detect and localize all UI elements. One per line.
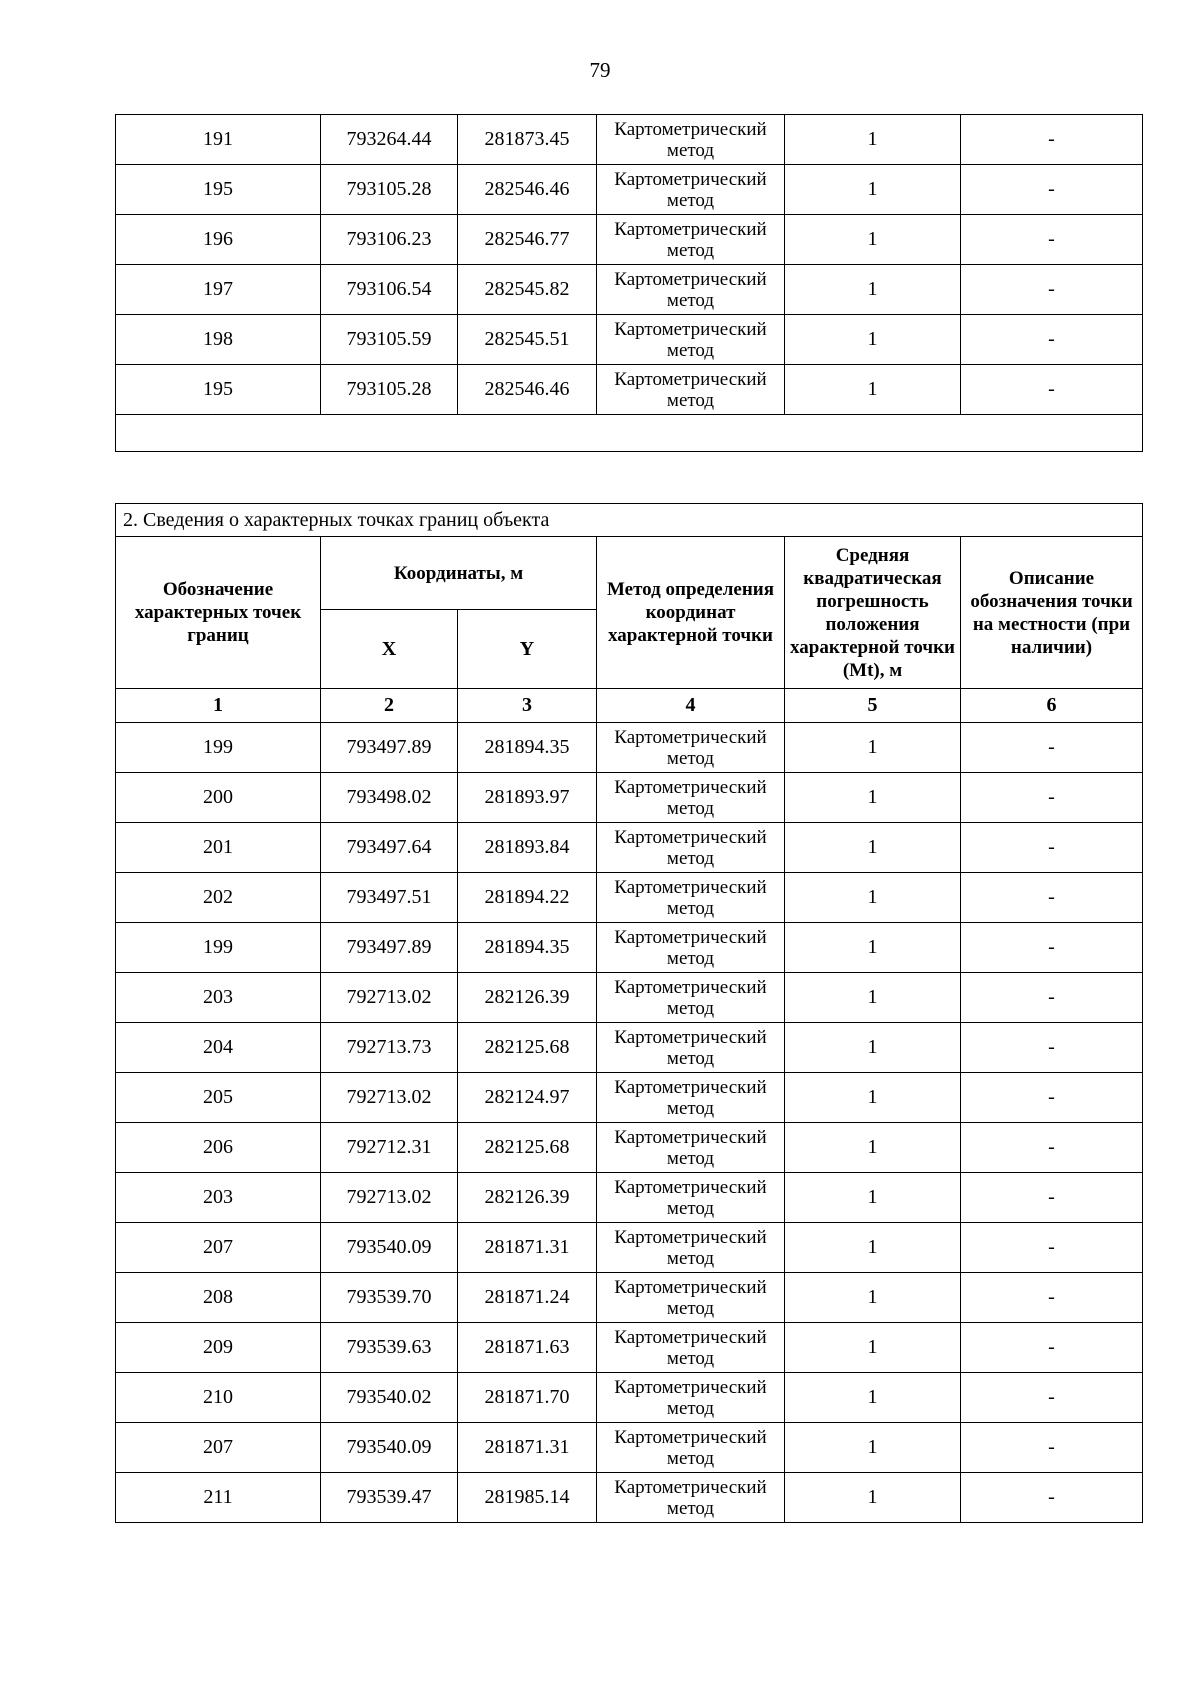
method-cell: Картометрический метод [597, 1173, 785, 1223]
point-cell: 191 [116, 115, 321, 165]
header-desc: Описание обозначения точки на местности (при наличии) [961, 537, 1143, 689]
point-cell: 207 [116, 1423, 321, 1473]
point-cell: 197 [116, 265, 321, 315]
point-cell: 207 [116, 1223, 321, 1273]
table-row [116, 1073, 1143, 1123]
point-cell: 195 [116, 365, 321, 415]
y-coordinate-cell: 282546.46 [458, 365, 597, 415]
y-coordinate-cell: 281894.35 [458, 723, 597, 773]
header-coords: Координаты, м [321, 537, 597, 610]
point-cell: 203 [116, 973, 321, 1023]
y-coordinate-cell: 282545.51 [458, 315, 597, 365]
description-cell: - [961, 973, 1143, 1023]
x-coordinate-cell: 793105.59 [321, 315, 458, 365]
x-coordinate-cell: 793540.02 [321, 1373, 458, 1423]
y-coordinate-cell: 282125.68 [458, 1123, 597, 1173]
mt-cell: 1 [785, 1123, 961, 1173]
table-row [116, 973, 1143, 1023]
table2-body [116, 504, 1143, 1523]
table1-body [116, 115, 1143, 452]
description-cell: - [961, 1173, 1143, 1223]
header-row [116, 537, 1143, 610]
mt-cell: 1 [785, 315, 961, 365]
method-cell: Картометрический метод [597, 1123, 785, 1173]
table-row [116, 1023, 1143, 1073]
mt-cell: 1 [785, 165, 961, 215]
point-cell: 200 [116, 773, 321, 823]
table-row [116, 1173, 1143, 1223]
mt-cell: 1 [785, 1423, 961, 1473]
description-cell: - [961, 315, 1143, 365]
x-coordinate-cell: 793264.44 [321, 115, 458, 165]
mt-cell: 1 [785, 215, 961, 265]
x-coordinate-cell: 793497.64 [321, 823, 458, 873]
column-number: 2 [321, 689, 458, 723]
method-cell: Картометрический метод [597, 215, 785, 265]
y-coordinate-cell: 281893.97 [458, 773, 597, 823]
description-cell: - [961, 773, 1143, 823]
mt-cell: 1 [785, 1023, 961, 1073]
x-coordinate-cell: 793497.51 [321, 873, 458, 923]
description-cell: - [961, 1023, 1143, 1073]
description-cell: - [961, 1373, 1143, 1423]
x-coordinate-cell: 793105.28 [321, 365, 458, 415]
table-row [116, 1123, 1143, 1173]
mt-cell: 1 [785, 1373, 961, 1423]
point-cell: 199 [116, 923, 321, 973]
y-coordinate-cell: 282126.39 [458, 973, 597, 1023]
mt-cell: 1 [785, 773, 961, 823]
method-cell: Картометрический метод [597, 115, 785, 165]
point-cell: 202 [116, 873, 321, 923]
table-row [116, 723, 1143, 773]
description-cell: - [961, 723, 1143, 773]
y-coordinate-cell: 281893.84 [458, 823, 597, 873]
y-coordinate-cell: 281871.63 [458, 1323, 597, 1373]
method-cell: Картометрический метод [597, 265, 785, 315]
description-cell: - [961, 1223, 1143, 1273]
x-coordinate-cell: 792713.02 [321, 973, 458, 1023]
y-coordinate-cell: 281871.31 [458, 1423, 597, 1473]
mt-cell: 1 [785, 823, 961, 873]
header-x: X [321, 610, 458, 689]
mt-cell: 1 [785, 1173, 961, 1223]
point-cell: 201 [116, 823, 321, 873]
point-cell: 196 [116, 215, 321, 265]
y-coordinate-cell: 281873.45 [458, 115, 597, 165]
section-title: 2. Сведения о характерных точках границ объекта [116, 504, 1143, 537]
x-coordinate-cell: 793105.28 [321, 165, 458, 215]
x-coordinate-cell: 793106.54 [321, 265, 458, 315]
method-cell: Картометрический метод [597, 1323, 785, 1373]
mt-cell: 1 [785, 115, 961, 165]
x-coordinate-cell: 792713.02 [321, 1073, 458, 1123]
method-cell: Картометрический метод [597, 923, 785, 973]
method-cell: Картометрический метод [597, 1373, 785, 1423]
method-cell: Картометрический метод [597, 165, 785, 215]
description-cell: - [961, 823, 1143, 873]
description-cell: - [961, 1123, 1143, 1173]
point-cell: 199 [116, 723, 321, 773]
table-row [116, 1373, 1143, 1423]
column-number: 6 [961, 689, 1143, 723]
section-title-row [116, 504, 1143, 537]
method-cell: Картометрический метод [597, 1423, 785, 1473]
y-coordinate-cell: 282545.82 [458, 265, 597, 315]
point-cell: 195 [116, 165, 321, 215]
point-cell: 205 [116, 1073, 321, 1123]
table-row [116, 823, 1143, 873]
x-coordinate-cell: 793539.63 [321, 1323, 458, 1373]
x-coordinate-cell: 793539.47 [321, 1473, 458, 1523]
description-cell: - [961, 873, 1143, 923]
description-cell: - [961, 265, 1143, 315]
method-cell: Картометрический метод [597, 873, 785, 923]
y-coordinate-cell: 281894.22 [458, 873, 597, 923]
method-cell: Картометрический метод [597, 823, 785, 873]
y-coordinate-cell: 281985.14 [458, 1473, 597, 1523]
table-row [116, 365, 1143, 415]
point-cell: 203 [116, 1173, 321, 1223]
column-number-row [116, 689, 1143, 723]
point-cell: 209 [116, 1323, 321, 1373]
mt-cell: 1 [785, 265, 961, 315]
column-number: 5 [785, 689, 961, 723]
description-cell: - [961, 1423, 1143, 1473]
point-cell: 204 [116, 1023, 321, 1073]
column-number: 4 [597, 689, 785, 723]
description-cell: - [961, 923, 1143, 973]
point-cell: 198 [116, 315, 321, 365]
x-coordinate-cell: 793106.23 [321, 215, 458, 265]
description-cell: - [961, 1473, 1143, 1523]
empty-row [116, 415, 1143, 452]
table-row [116, 1273, 1143, 1323]
method-cell: Картометрический метод [597, 1073, 785, 1123]
y-coordinate-cell: 282546.46 [458, 165, 597, 215]
x-coordinate-cell: 793539.70 [321, 1273, 458, 1323]
empty-cell [116, 415, 1143, 452]
table-row [116, 1473, 1143, 1523]
method-cell: Картометрический метод [597, 365, 785, 415]
x-coordinate-cell: 792712.31 [321, 1123, 458, 1173]
table-row [116, 215, 1143, 265]
mt-cell: 1 [785, 1073, 961, 1123]
table-row [116, 1223, 1143, 1273]
header-y: Y [458, 610, 597, 689]
x-coordinate-cell: 793498.02 [321, 773, 458, 823]
description-cell: - [961, 165, 1143, 215]
x-coordinate-cell: 792713.73 [321, 1023, 458, 1073]
method-cell: Картометрический метод [597, 723, 785, 773]
x-coordinate-cell: 793540.09 [321, 1223, 458, 1273]
mt-cell: 1 [785, 1473, 961, 1523]
page-number: 79 [589, 58, 611, 82]
mt-cell: 1 [785, 1323, 961, 1373]
method-cell: Картометрический метод [597, 1223, 785, 1273]
table-row [116, 1423, 1143, 1473]
description-cell: - [961, 215, 1143, 265]
table-row [116, 265, 1143, 315]
point-cell: 208 [116, 1273, 321, 1323]
x-coordinate-cell: 793497.89 [321, 923, 458, 973]
y-coordinate-cell: 281871.70 [458, 1373, 597, 1423]
method-cell: Картометрический метод [597, 1473, 785, 1523]
description-cell: - [961, 1273, 1143, 1323]
mt-cell: 1 [785, 873, 961, 923]
x-coordinate-cell: 793540.09 [321, 1423, 458, 1473]
method-cell: Картометрический метод [597, 315, 785, 365]
mt-cell: 1 [785, 723, 961, 773]
header-point: Обозначение характерных точек границ [116, 537, 321, 689]
table-row [116, 873, 1143, 923]
table-row [116, 165, 1143, 215]
header-method: Метод определения координат характерной точки [597, 537, 785, 689]
table-row [116, 1323, 1143, 1373]
table-row [116, 923, 1143, 973]
header-mt: Средняя квадратическая погрешность положения характерной точки (Mt), м [785, 537, 961, 689]
description-cell: - [961, 1073, 1143, 1123]
column-number: 3 [458, 689, 597, 723]
method-cell: Картометрический метод [597, 1273, 785, 1323]
x-coordinate-cell: 792713.02 [321, 1173, 458, 1223]
method-cell: Картометрический метод [597, 973, 785, 1023]
y-coordinate-cell: 281871.31 [458, 1223, 597, 1273]
mt-cell: 1 [785, 365, 961, 415]
table-row [116, 773, 1143, 823]
description-cell: - [961, 1323, 1143, 1373]
description-cell: - [961, 365, 1143, 415]
method-cell: Картометрический метод [597, 1023, 785, 1073]
x-coordinate-cell: 793497.89 [321, 723, 458, 773]
description-cell: - [961, 115, 1143, 165]
mt-cell: 1 [785, 973, 961, 1023]
point-cell: 206 [116, 1123, 321, 1173]
table-row [116, 115, 1143, 165]
y-coordinate-cell: 282126.39 [458, 1173, 597, 1223]
column-number: 1 [116, 689, 321, 723]
mt-cell: 1 [785, 1273, 961, 1323]
method-cell: Картометрический метод [597, 773, 785, 823]
y-coordinate-cell: 282125.68 [458, 1023, 597, 1073]
y-coordinate-cell: 282546.77 [458, 215, 597, 265]
boundary-points-table [115, 503, 1143, 1523]
point-cell: 210 [116, 1373, 321, 1423]
y-coordinate-cell: 282124.97 [458, 1073, 597, 1123]
y-coordinate-cell: 281871.24 [458, 1273, 597, 1323]
coordinates-table-continued [115, 114, 1143, 452]
mt-cell: 1 [785, 1223, 961, 1273]
table-row [116, 315, 1143, 365]
point-cell: 211 [116, 1473, 321, 1523]
mt-cell: 1 [785, 923, 961, 973]
y-coordinate-cell: 281894.35 [458, 923, 597, 973]
